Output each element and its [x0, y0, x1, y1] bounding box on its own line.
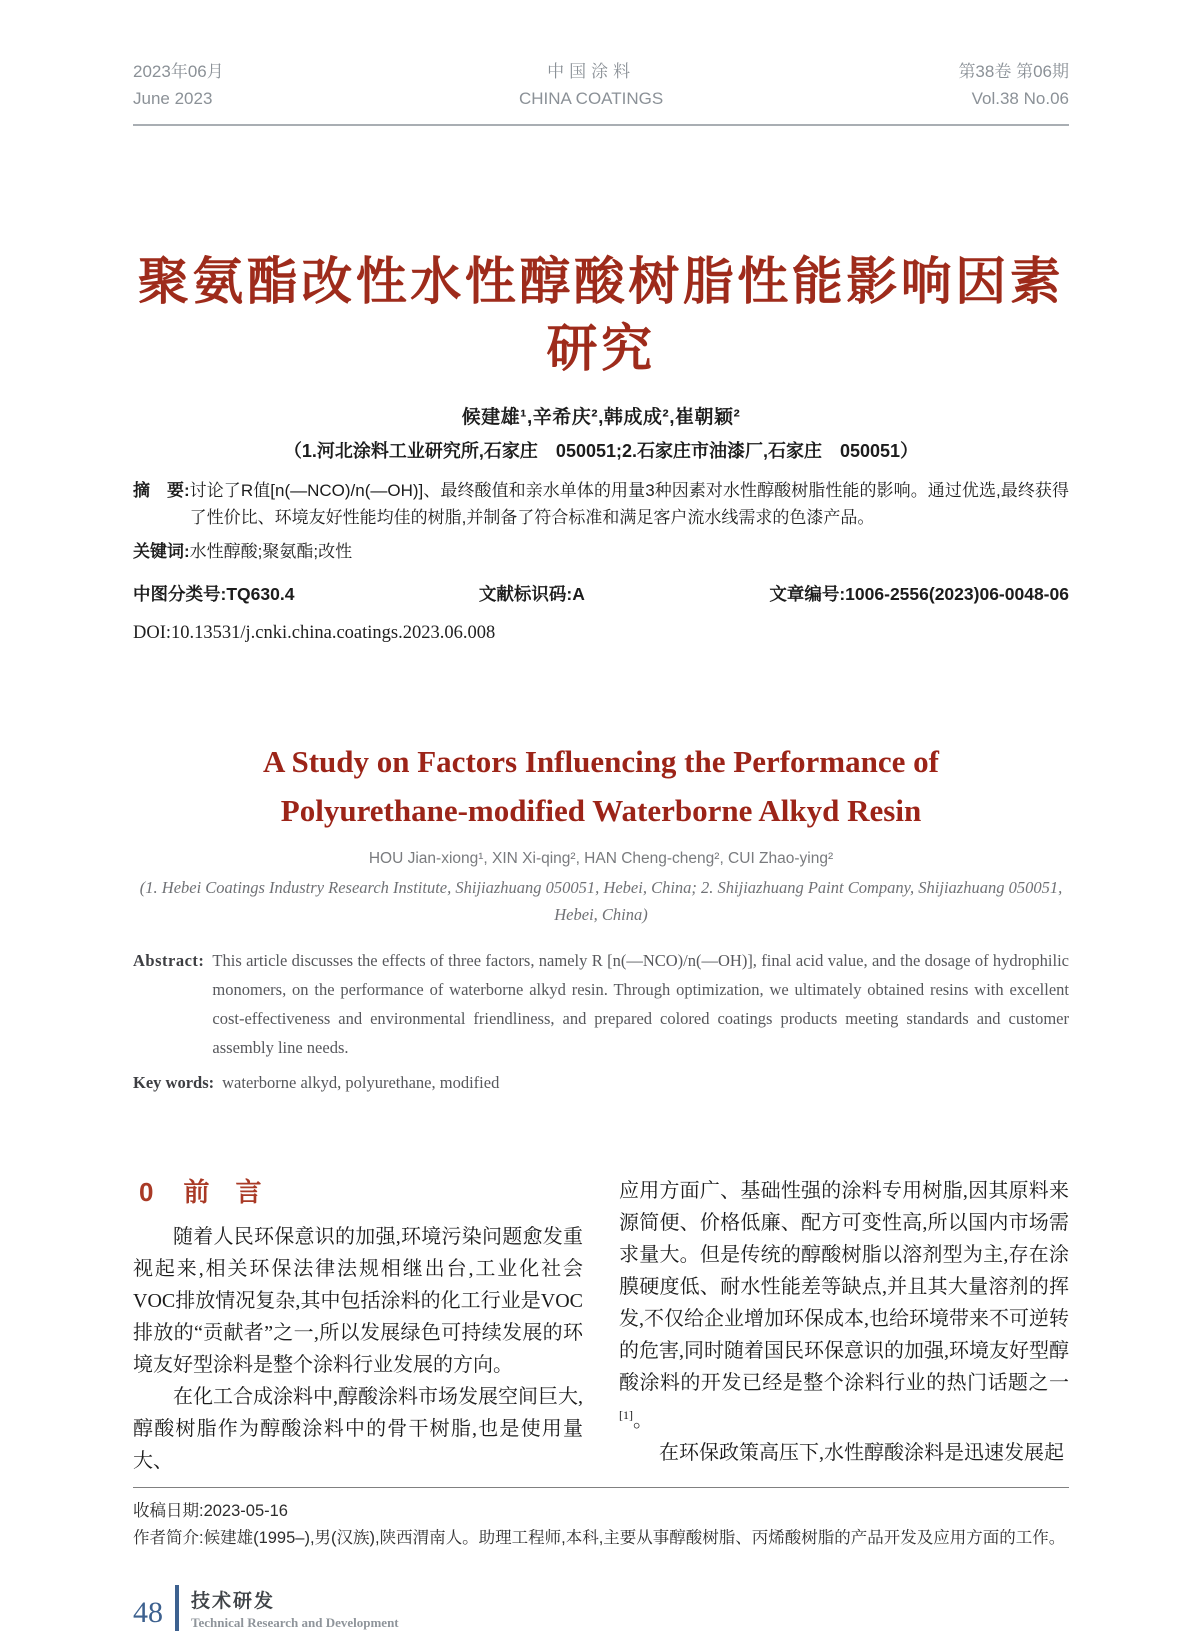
body-left-column [133, 1175, 583, 1477]
abstract-label-en: Abstract: [133, 951, 205, 970]
keywords-zh [133, 538, 1069, 565]
article-title-en [133, 737, 1069, 835]
paragraph [619, 1175, 1069, 1437]
section-title: 前 言 [183, 1177, 262, 1207]
paragraph-text: 。 [633, 1409, 653, 1432]
column-name-en: Technical Research and Development [191, 1614, 399, 1630]
article-title-en-line2: Polyurethane-modified Waterborne Alkyd Resin [280, 793, 922, 828]
affiliation-en: (1. Hebei Coatings Industry Research Institute, Shijiazhuang 050051, Hebei, China; 2. Shijiazhuang Paint Company, Shijiazhuang 050051, Hebei, China) [139, 878, 1063, 924]
abstract-en [133, 946, 1069, 1062]
article-title-en-line1: A Study on Factors Influencing the Performance of [263, 744, 939, 779]
volume-info-cn: 第38卷 第06期 [958, 62, 1069, 81]
volume-info-en: Vol.38 No.06 [971, 89, 1069, 108]
journal-header [133, 58, 1069, 126]
footer-column-name [191, 1586, 399, 1631]
keywords-en [133, 1068, 1069, 1097]
body-right-column [619, 1175, 1069, 1477]
authors-en: HOU Jian-xiong¹, XIN Xi-qing², HAN Cheng-cheng², CUI Zhao-ying² [368, 850, 834, 867]
page-number: 48 [133, 1596, 163, 1629]
footer-divider [175, 1585, 179, 1631]
column-name-zh: 技术研发 [191, 1590, 276, 1612]
paragraph-text: 应用方面广、基础性强的涂料专用树脂,因其原料来源简便、价格低廉、配方可变性高,所以国内市场需求量大。但是传统的醇酸树脂以溶剂型为主,存在涂膜硬度低、耐水性能差等缺点,并且其大量溶剂的挥发,不仅给企业增加环保成本,也给环境带来不可逆转的危害,同时随着国民环保意识的加强,环境友好型醇酸涂料的开发已经是整个涂料行业的热门话题之一 [619, 1180, 1069, 1394]
paragraph: 在化工合成涂料中,醇酸涂料市场发展空间巨大,醇酸树脂作为醇酸涂料中的骨干树脂,也是使用量大、 [133, 1386, 583, 1472]
doi: DOI:10.13531/j.cnki.china.coatings.2023.06.008 [133, 623, 496, 643]
classification-row [133, 581, 1069, 606]
footnotes [133, 1498, 1069, 1552]
section-number: 0 [139, 1177, 154, 1207]
page-footer [127, 1585, 1069, 1631]
keywords-text-zh: 水性醇酸;聚氨酯;改性 [189, 542, 353, 561]
body-columns [133, 1175, 1069, 1477]
footnote-divider [133, 1487, 1069, 1488]
keywords-label-zh: 关键词: [133, 542, 190, 561]
author-bio: 作者简介:候建雄(1995–),男(汉族),陕西渭南人。助理工程师,本科,主要从事醇酸树脂、丙烯酸树脂的产品开发及应用方面的工作。 [133, 1529, 1066, 1547]
keywords-label-en: Key words: [133, 1073, 215, 1092]
paragraph: 在环保政策高压下,水性醇酸涂料是迅速发展起 [659, 1441, 1064, 1464]
received-date: 收稿日期:2023-05-16 [133, 1502, 288, 1520]
journal-name-en: CHINA COATINGS [518, 89, 664, 108]
journal-name-cn: 中国涂料 [547, 62, 636, 81]
abstract-text-en: This article discusses the effects of three factors, namely R [n(—NCO)/n(—OH)], final acid value, and the dosage of hydrophilic monomers, on the performance of waterborne alkyd resin. Through optimization, we ultimately obtained resins with excellent cost-effectiveness and environmental friendliness, and prepared colored coatings products meeting standards and customer assembly line needs. [212, 951, 1069, 1057]
citation-ref: [1] [619, 1408, 633, 1422]
header-journal-name [519, 58, 663, 112]
abstract-label-zh: 摘 要: [133, 481, 190, 500]
abstract-text-zh: 讨论了R值[n(—NCO)/n(—OH)]、最终酸值和亲水单体的用量3种因素对水性醇酸树脂性能的影响。通过优选,最终获得了性价比、环境友好性能均佳的树脂,并制备了符合标准和满足客户流水线需求的色漆产品。 [189, 481, 1069, 527]
document-code: 文献标识码:A [478, 584, 585, 604]
issue-date-cn: 2023年06月 [133, 62, 224, 81]
paragraph: 随着人民环保意识的加强,环境污染问题愈发重视起来,相关环保法律法规相继出台,工业化社会VOC排放情况复杂,其中包括涂料的化工行业是VOC排放的“贡献者”之一,所以发展绿色可持续发展的环境友好型涂料是整个涂料行业发展的方向。 [133, 1226, 583, 1376]
issue-date-en: June 2023 [133, 89, 213, 108]
header-issue-date [133, 58, 224, 112]
abstract-zh [133, 477, 1069, 531]
authors-zh: 候建雄¹,辛希庆²,韩成成²,崔朝颖² [461, 407, 741, 428]
affiliation-zh: （1.河北涂料工业研究所,石家庄 050051;2.石家庄市油漆厂,石家庄 050051） [283, 441, 919, 461]
header-volume-info [958, 58, 1069, 112]
article-title-zh: 聚氨酯改性水性醇酸树脂性能影响因素研究 [137, 253, 1065, 377]
article-number: 文章编号:1006-2556(2023)06-0048-06 [769, 584, 1069, 604]
section-heading [139, 1177, 583, 1207]
keywords-text-en: waterborne alkyd, polyurethane, modified [222, 1073, 500, 1092]
clc-number: 中图分类号:TQ630.4 [133, 584, 295, 604]
